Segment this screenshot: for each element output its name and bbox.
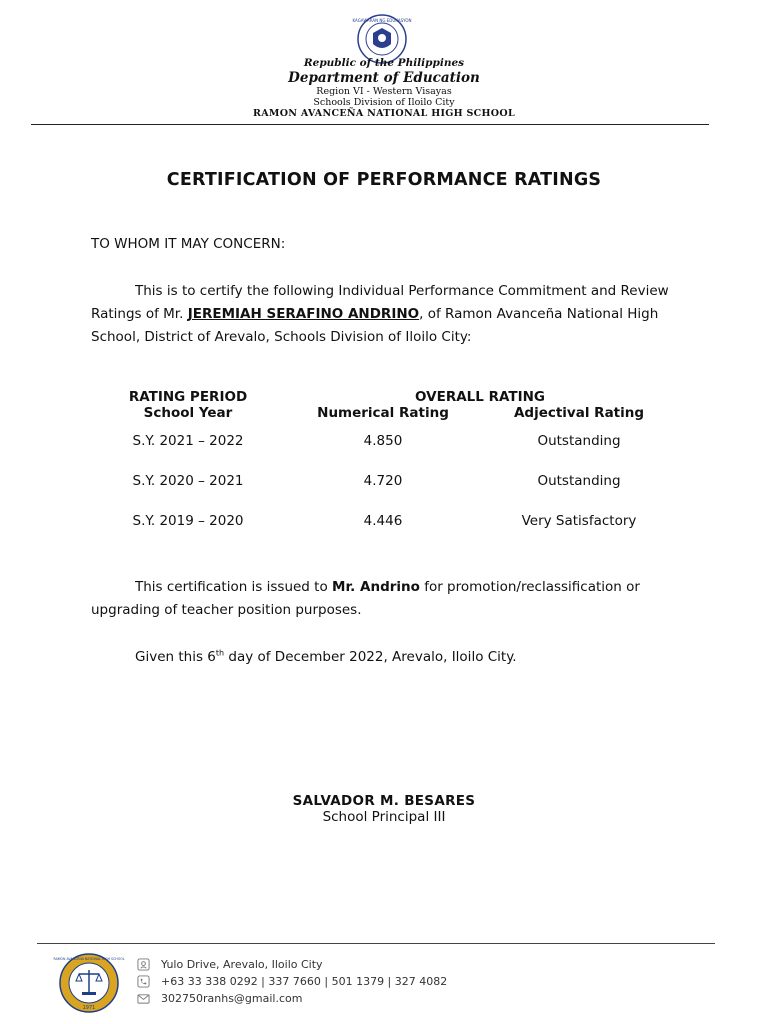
purpose-paragraph <box>91 576 691 622</box>
location-icon <box>137 958 150 971</box>
header-republic: Republic of the Philippines <box>303 57 465 69</box>
given-text-b: day of December 2022, Arevalo, Iloilo City. <box>224 649 517 665</box>
table-cell-period: S.Y. 2021 – 2022 <box>132 433 244 449</box>
salutation: TO WHOM IT MAY CONCERN: <box>91 236 286 252</box>
email-icon <box>137 992 150 1005</box>
document-title: CERTIFICATION OF PERFORMANCE RATINGS <box>166 170 602 190</box>
table-cell-adjectival: Very Satisfactory <box>521 513 637 529</box>
table-cell-adjectival: Outstanding <box>537 433 621 449</box>
given-sup: th <box>215 648 225 658</box>
footer-phone <box>137 973 447 989</box>
header-region: Region VI - Western Visayas <box>316 86 452 97</box>
footer-phone-text: +63 33 338 0292 | 337 7660 | 501 1379 | 327 4082 <box>161 974 448 988</box>
table-cell-adjectival: Outstanding <box>537 473 621 489</box>
header-divider <box>31 124 709 125</box>
para2-name: Mr. Andrino <box>332 579 420 595</box>
certification-paragraph <box>91 280 691 349</box>
school-logo <box>55 952 123 1014</box>
employee-name: JEREMIAH SERAFINO ANDRINO <box>187 306 420 322</box>
table-header-period: RATING PERIOD <box>128 389 248 405</box>
seal-text: KAGAWARAN NG EDUKASYON <box>352 18 412 23</box>
phone-icon <box>137 975 150 988</box>
header-school: RAMON AVANCEÑA NATIONAL HIGH SCHOOL <box>253 108 515 119</box>
footer-email-text: 302750ranhs@gmail.com <box>161 991 303 1005</box>
logo-year: 1971 <box>82 1005 96 1011</box>
table-cell-numerical: 4.720 <box>363 473 403 489</box>
footer-email <box>137 990 302 1006</box>
table-header-school-year: School Year <box>143 405 233 421</box>
table-cell-period: S.Y. 2020 – 2021 <box>132 473 244 489</box>
para1-text-b: , of Ramon Avanceña National High School, District of Arevalo, Schools Division of Iloilo City: <box>91 306 659 345</box>
footer-address-text: Yulo Drive, Arevalo, Iloilo City <box>161 957 323 971</box>
header-division: Schools Division of Iloilo City <box>313 97 455 108</box>
para1-text-a: This is to certify the following Individual Performance Commitment and Review Ratings of Mr. <box>91 283 669 322</box>
signatory-title: School Principal III <box>322 809 446 825</box>
footer-address <box>137 956 323 972</box>
given-text-a: Given this 6 <box>135 649 216 665</box>
header-department: Department of Education <box>288 70 480 86</box>
given-line <box>91 646 517 669</box>
table-cell-period: S.Y. 2019 – 2020 <box>132 513 244 529</box>
logo-text: RAMON AVANCEÑA NATIONAL HIGH SCHOOL <box>53 957 125 961</box>
para2-text-a: This certification is issued to <box>135 579 328 595</box>
table-header-numerical: Numerical Rating <box>317 405 449 421</box>
table-cell-numerical: 4.446 <box>363 513 403 529</box>
table-header-overall: OVERALL RATING <box>415 389 545 405</box>
para2-text-b: for promotion/reclassification or upgrading of teacher position purposes. <box>91 579 640 618</box>
table-header-adjectival: Adjectival Rating <box>513 405 645 421</box>
footer-divider <box>37 943 715 944</box>
table-cell-numerical: 4.850 <box>363 433 403 449</box>
signatory-name: SALVADOR M. BESARES <box>292 793 476 809</box>
